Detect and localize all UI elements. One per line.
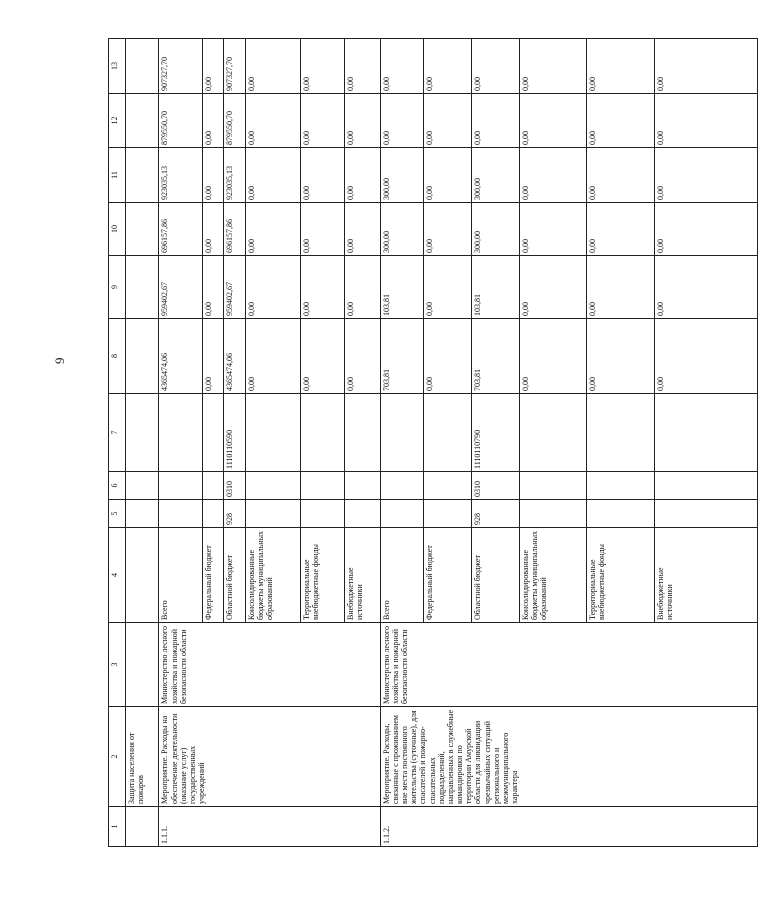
page-number: 9: [52, 357, 67, 364]
funding-source: Территориальные внебюджетные фонды: [587, 528, 654, 623]
table-row: [380, 39, 423, 847]
value-cell: 0,00: [301, 319, 344, 394]
value-cell: 0,00: [245, 148, 300, 203]
value-cell: [301, 500, 344, 528]
value-cell: 696157,86: [224, 203, 246, 256]
value-cell: 0310: [224, 472, 246, 500]
value-cell: 0,00: [245, 94, 300, 148]
value-cell: 0,00: [654, 203, 757, 256]
item-ministry: Министерство лесного хозяйства и пожарной безопасности области: [159, 623, 380, 707]
value-cell: 928: [471, 500, 519, 528]
value-cell: 923035,13: [159, 148, 202, 203]
value-cell: [344, 472, 380, 500]
funding-source: Областной бюджет: [224, 528, 246, 623]
value-cell: 0,00: [519, 203, 586, 256]
value-cell: 103,81: [471, 256, 519, 319]
item-num: 1.1.2.: [380, 807, 757, 847]
header-cell: 9: [109, 256, 126, 319]
item-name: Мероприятие. Расходы на обеспечение деятельности (оказание услуг) государственных учреждений: [159, 707, 380, 807]
value-cell: 0,00: [587, 256, 654, 319]
value-cell: 879550,70: [159, 94, 202, 148]
value-cell: 0,00: [202, 256, 224, 319]
value-cell: 0,00: [301, 203, 344, 256]
value-cell: [654, 472, 757, 500]
value-cell: 959402,67: [159, 256, 202, 319]
table-row: [159, 39, 202, 847]
value-cell: 703,81: [380, 319, 423, 394]
value-cell: 703,81: [471, 319, 519, 394]
section-name: Защита населения от пожаров: [125, 707, 159, 807]
value-cell: 0,00: [344, 319, 380, 394]
funding-source: Территориальные внебюджетные фонды: [301, 528, 344, 623]
value-cell: [245, 472, 300, 500]
value-cell: 0,00: [654, 94, 757, 148]
value-cell: [301, 394, 344, 472]
header-row: [109, 39, 126, 847]
value-cell: 0,00: [423, 148, 471, 203]
header-cell: 10: [109, 203, 126, 256]
item-name: Мероприятие. Расходы, связанные с проживанием вне места постоянного жительства (суточные), для спасателей и пожарно-спасательных подразделений, направленных в служебные командировки по территории Амурской области для ликвидации чрезвычайных ситуаций регионального и межмуниципального характера: [380, 707, 757, 807]
value-cell: 0,00: [587, 148, 654, 203]
value-cell: 696157,86: [159, 203, 202, 256]
value-cell: 0,00: [587, 319, 654, 394]
header-cell: 1: [109, 807, 126, 847]
value-cell: 4365474,06: [224, 319, 246, 394]
value-cell: 0,00: [423, 94, 471, 148]
value-cell: [423, 472, 471, 500]
value-cell: [301, 472, 344, 500]
header-cell: 2: [109, 707, 126, 807]
value-cell: 0,00: [654, 39, 757, 94]
funding-source: Всего: [380, 528, 423, 623]
header-cell: 5: [109, 500, 126, 528]
value-cell: [587, 472, 654, 500]
section-num: [125, 807, 159, 847]
value-cell: 0,00: [587, 94, 654, 148]
value-cell: 0,00: [202, 319, 224, 394]
item-num: 1.1.1.: [159, 807, 380, 847]
value-cell: [587, 500, 654, 528]
header-cell: 6: [109, 472, 126, 500]
value-cell: [380, 472, 423, 500]
value-cell: 0,00: [344, 39, 380, 94]
value-cell: 0,00: [519, 256, 586, 319]
value-cell: 300,00: [471, 203, 519, 256]
value-cell: [423, 500, 471, 528]
value-cell: [519, 394, 586, 472]
value-cell: 300,00: [380, 203, 423, 256]
section-row: [125, 39, 159, 847]
value-cell: 907327,70: [224, 39, 246, 94]
value-cell: 0,00: [344, 148, 380, 203]
value-cell: 0,00: [245, 256, 300, 319]
value-cell: [202, 394, 224, 472]
value-cell: [159, 500, 202, 528]
rotated-page: [108, 57, 674, 847]
funding-source: Внебюджетные источники: [344, 528, 380, 623]
funding-source: Консолидированные бюджеты муниципальных образований: [519, 528, 586, 623]
value-cell: 0310: [471, 472, 519, 500]
value-cell: 0,00: [202, 203, 224, 256]
value-cell: 0,00: [202, 39, 224, 94]
value-cell: 0,00: [344, 94, 380, 148]
value-cell: [344, 500, 380, 528]
value-cell: 907327,70: [159, 39, 202, 94]
header-cell: 7: [109, 394, 126, 472]
value-cell: [654, 500, 757, 528]
value-cell: 300,00: [380, 148, 423, 203]
value-cell: [654, 394, 757, 472]
value-cell: 0,00: [202, 94, 224, 148]
value-cell: [202, 472, 224, 500]
value-cell: [423, 394, 471, 472]
value-cell: 1110110590: [224, 394, 246, 472]
value-cell: [380, 500, 423, 528]
value-cell: [519, 472, 586, 500]
value-cell: 0,00: [202, 148, 224, 203]
value-cell: 879550,70: [224, 94, 246, 148]
header-cell: 12: [109, 94, 126, 148]
budget-table: [108, 38, 758, 847]
value-cell: 0,00: [301, 256, 344, 319]
value-cell: 0,00: [519, 319, 586, 394]
value-cell: 0,00: [380, 94, 423, 148]
value-cell: [380, 394, 423, 472]
value-cell: 0,00: [519, 94, 586, 148]
header-cell: 11: [109, 148, 126, 203]
value-cell: 4365474,06: [159, 319, 202, 394]
value-cell: 0,00: [423, 256, 471, 319]
funding-source: Всего: [159, 528, 202, 623]
value-cell: 959402,67: [224, 256, 246, 319]
value-cell: 0,00: [344, 256, 380, 319]
value-cell: [245, 394, 300, 472]
value-cell: 0,00: [245, 203, 300, 256]
header-cell: 4: [109, 528, 126, 623]
value-cell: 0,00: [423, 203, 471, 256]
value-cell: 0,00: [519, 39, 586, 94]
funding-source: Федеральный бюджет: [202, 528, 224, 623]
value-cell: 0,00: [654, 148, 757, 203]
value-cell: [587, 394, 654, 472]
item-ministry: Министерство лесного хозяйства и пожарной безопасности области: [380, 623, 757, 707]
value-cell: 0,00: [519, 148, 586, 203]
funding-source: Внебюджетные источники: [654, 528, 757, 623]
value-cell: 0,00: [245, 319, 300, 394]
value-cell: [519, 500, 586, 528]
value-cell: 0,00: [301, 94, 344, 148]
value-cell: 103,81: [380, 256, 423, 319]
header-cell: 13: [109, 39, 126, 94]
value-cell: 0,00: [301, 39, 344, 94]
value-cell: 0,00: [245, 39, 300, 94]
value-cell: [159, 394, 202, 472]
value-cell: 0,00: [423, 39, 471, 94]
value-cell: 0,00: [423, 319, 471, 394]
value-cell: 300,00: [471, 148, 519, 203]
value-cell: 0,00: [344, 203, 380, 256]
funding-source: Консолидированные бюджеты муниципальных образований: [245, 528, 300, 623]
value-cell: 0,00: [654, 319, 757, 394]
value-cell: 928: [224, 500, 246, 528]
value-cell: [344, 394, 380, 472]
value-cell: 1110110790: [471, 394, 519, 472]
value-cell: [202, 500, 224, 528]
value-cell: [245, 500, 300, 528]
funding-source: Федеральный бюджет: [423, 528, 471, 623]
value-cell: 0,00: [654, 256, 757, 319]
header-cell: 3: [109, 623, 126, 707]
value-cell: 0,00: [380, 39, 423, 94]
value-cell: [159, 472, 202, 500]
value-cell: 0,00: [301, 148, 344, 203]
value-cell: 0,00: [471, 39, 519, 94]
header-cell: 8: [109, 319, 126, 394]
value-cell: 0,00: [471, 94, 519, 148]
value-cell: 0,00: [587, 203, 654, 256]
value-cell: 923035,13: [224, 148, 246, 203]
funding-source: Областной бюджет: [471, 528, 519, 623]
value-cell: 0,00: [587, 39, 654, 94]
